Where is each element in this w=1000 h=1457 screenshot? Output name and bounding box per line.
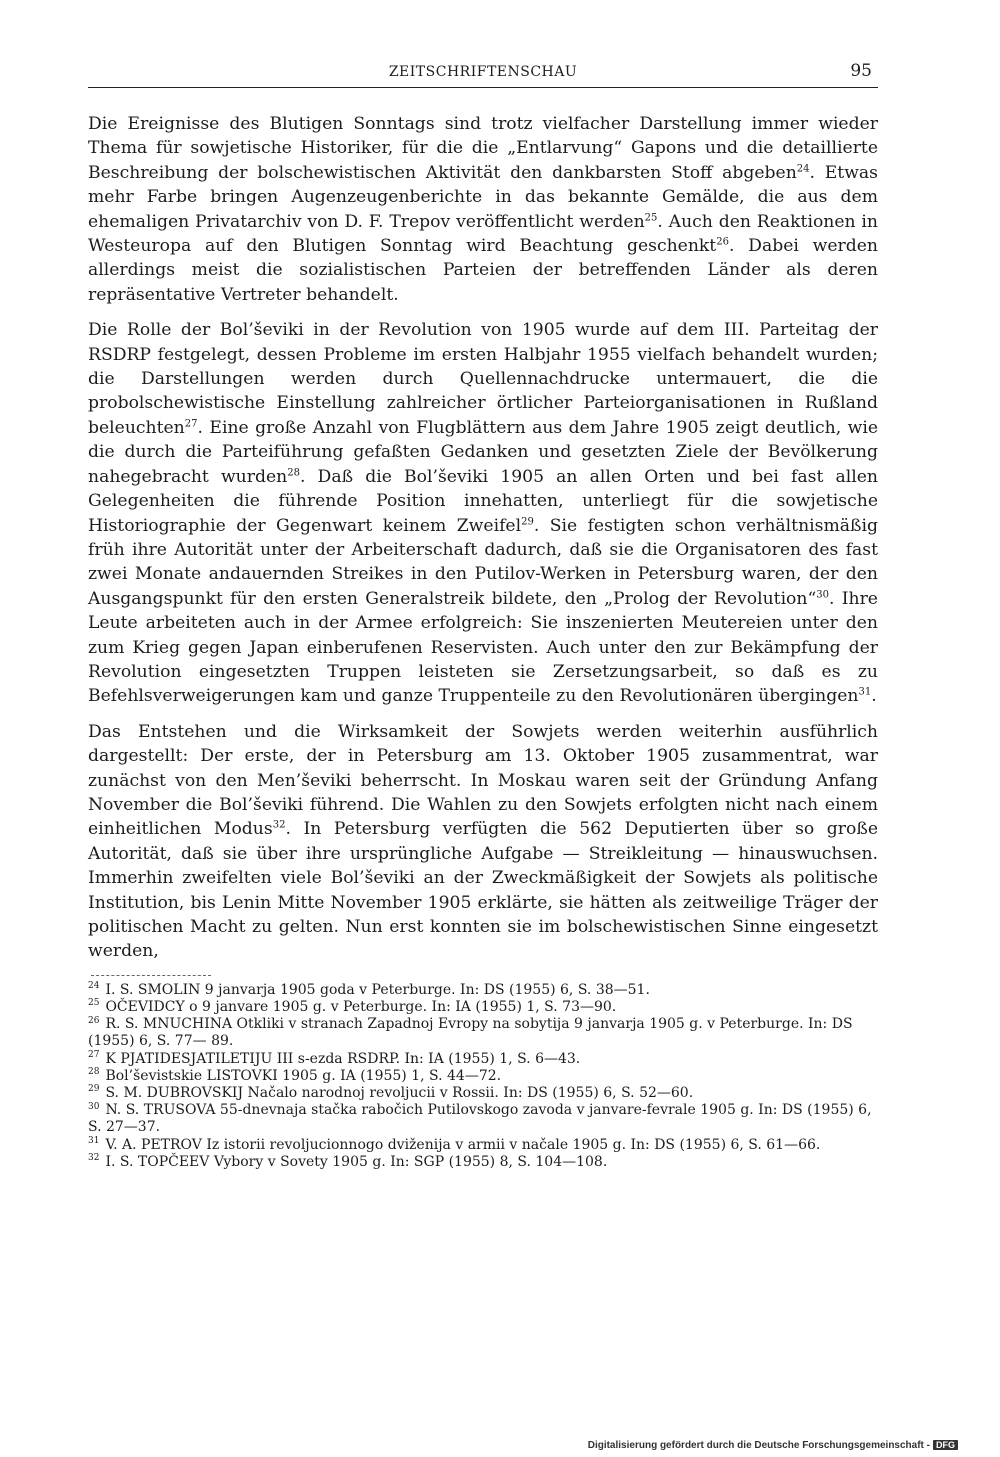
paragraph-text: . Ihre Leute arbeiteten auch in der Armee erfolgreich: Sie inszenierten Meutereien unter den zum Krieg gegen Japan einberufenen Reservisten. Auch unter den zur Bekämpfung der Revolution eingesetzten Truppen leisteten sie Zersetzungsarbeit, so daß es zu Befehlsverweigerungen kam und ganze Truppenteile zu den Revolutionären übergingen bbox=[88, 588, 878, 707]
paragraph-text: Die Ereignisse des Blutigen Sonntags sind trotz vielfacher Darstellung immer wieder Thema für sowjetische Historiker, für die die „Entlarvung“ Gapons und die detaillierte Beschreibung der bolschewistischen Aktivität den dankbarsten Stoff abgeben bbox=[88, 114, 878, 183]
footnote-text: N. S. TRUSOVA 55-dnevnaja stačka rabočich Putilovskogo zavoda v janvare-fevrale 1905 g. In: DS (1955) 6, S. 27—37. bbox=[88, 1102, 872, 1136]
paragraph-text: . Daß die Bol’ševiki 1905 an allen Orten und bei fast allen Gelegenheiten die führende Position innehatten, unterliegt für die sowjetische Historiographie der Gegenwart keinem Zweifel bbox=[88, 466, 878, 536]
footnote bbox=[88, 1016, 878, 1050]
body-paragraph bbox=[88, 720, 878, 964]
paragraph-text: Die Rolle der Bol’ševiki in der Revolution von 1905 wurde auf dem III. Parteitag der RSDRP festgelegt, dessen Probleme im ersten Halbjahr 1955 vielfach behandelt wurden; die Darstellungen werden durch Quellennachdrucke untermauert, die die probolschewistische Einstellung zahlreicher örtlicher Parteiorganisationen in Rußland beleuchten bbox=[88, 320, 878, 438]
paragraph-text: . In Petersburg verfügten die 562 Deputierten über so große Autorität, daß sie über ihre ursprüngliche Aufgabe — Streikleitung — hinauswuchsen. Immerhin zweifelten viele Bol’ševiki an der Zweckmäßigkeit der Sowjets als politische Institution, bis Lenin Mitte November 1905 erklärte, sie hätten als zeitweilige Träger der politischen Macht zu gelten. Nun erst konnten sie im bolschewistischen Sinne eingesetzt werden, bbox=[88, 819, 878, 962]
footnote-text: R. S. MNUCHINA Otkliki v stranach Zapadnoj Evropy na sobytija 9 janvarja 1905 g. v Peterburge. In: DS (1955) 6, S. 77— 89. bbox=[88, 1016, 853, 1050]
footnote bbox=[88, 999, 878, 1016]
header-rule bbox=[88, 87, 878, 88]
footnote-number: 26 bbox=[88, 1015, 100, 1026]
paragraph-text: Das Entstehen und die Wirksamkeit der Sowjets werden weiterhin ausführlich dargestellt: Der erste, der in Petersburg am 13. Oktober 1905 zusammentrat, war zunächst von den Men’ševiki beherrscht. In Moskau waren seit der Gründung Anfang November die Bol’ševiki führend. Die Wahlen zu den Sowjets erfolgten nicht nach einem einheitlichen Modus bbox=[88, 721, 878, 840]
running-header bbox=[88, 60, 878, 88]
footnote-text: I. S. TOPČEEV Vybory v Sovety 1905 g. In: SGP (1955) 8, S. 104—108. bbox=[105, 1153, 608, 1170]
footnote-marker[interactable]: 29 bbox=[521, 515, 534, 527]
paragraph-text: . Eine große Anzahl von Flugblättern aus dem Jahre 1905 zeigt deutlich, wie die durch die Parteiführung gefaßten Gedanken und gesetzten Ziele der Bevölkerung nahegebracht wurden bbox=[88, 417, 878, 487]
footnote-text: Bol’ševistskie LISTOVKI 1905 g. IA (1955) 1, S. 44—72. bbox=[105, 1067, 502, 1084]
body-paragraph bbox=[88, 318, 878, 709]
footnote bbox=[88, 1085, 878, 1102]
paragraph-text: . Auch den Reaktionen in Westeuropa auf den Blutigen Sonntag wird Beachtung geschenkt bbox=[88, 211, 879, 257]
paragraph-text: . Dabei werden allerdings meist die sozialistischen Parteien der betreffenden Länder als deren repräsentative Vertreter behandelt. bbox=[88, 236, 878, 305]
footnote-marker[interactable]: 26 bbox=[716, 236, 729, 248]
footnote-separator bbox=[91, 975, 211, 976]
footnote-number: 28 bbox=[88, 1067, 100, 1078]
paragraph-list bbox=[88, 112, 878, 964]
dfg-logo: DFG bbox=[933, 1440, 958, 1450]
footnote-marker[interactable]: 30 bbox=[816, 588, 829, 600]
footnote-marker[interactable]: 32 bbox=[272, 819, 286, 831]
body-paragraph bbox=[88, 112, 878, 307]
footnote-text: V. A. PETROV Iz istorii revoljucionnogo dviženija v armii v načale 1905 g. In: DS (1955) 6, S. 61—66. bbox=[105, 1136, 821, 1153]
footnote-marker[interactable]: 24 bbox=[796, 163, 810, 175]
footnote-text: I. S. SMOLIN 9 janvarja 1905 goda v Peterburge. In: DS (1955) 6, S. 38—51. bbox=[105, 981, 650, 998]
paragraph-text: . Sie festigten schon verhältnismäßig früh ihre Autorität unter der Arbeiterschaft dadurch, daß sie die Organisatoren des fast zwei Monate andauernden Streikes in den Putilov-Werken in Petersburg waren, der den Ausgangspunkt für den ersten Generalstreik bildete, den „Prolog der Revolution“ bbox=[88, 515, 878, 609]
footnote-number: 32 bbox=[88, 1153, 100, 1164]
footnote-text: OČEVIDCY o 9 janvare 1905 g. v Peterburge. In: IA (1955) 1, S. 73—90. bbox=[105, 999, 617, 1016]
footnote-text: K PJATIDESJATILETIJU III s-ezda RSDRP. In: IA (1955) 1, S. 6—43. bbox=[105, 1050, 581, 1067]
footnote bbox=[88, 982, 878, 999]
footnote bbox=[88, 1068, 878, 1085]
footnote-marker[interactable]: 28 bbox=[287, 466, 300, 478]
footnote bbox=[88, 1102, 878, 1136]
footnote-number: 24 bbox=[88, 981, 100, 992]
footnote-number: 25 bbox=[88, 998, 100, 1009]
footnote-number: 27 bbox=[88, 1049, 100, 1060]
article-body bbox=[88, 112, 878, 1171]
footnote-text: S. M. DUBROVSKIJ Načalo narodnoj revoljucii v Rossii. In: DS (1955) 6, S. 52—60. bbox=[105, 1085, 694, 1102]
digitization-credit bbox=[588, 1440, 958, 1451]
footnote bbox=[88, 1051, 878, 1068]
page-number: 95 bbox=[850, 61, 872, 81]
paragraph-text: . bbox=[871, 686, 877, 707]
footnote-list bbox=[88, 982, 878, 1171]
footnote-marker[interactable]: 25 bbox=[644, 211, 658, 223]
footnote bbox=[88, 1137, 878, 1154]
credit-text: Digitalisierung gefördert durch die Deutsche Forschungsgemeinschaft - bbox=[587, 1440, 930, 1451]
footnote bbox=[88, 1154, 878, 1171]
footnote-number: 29 bbox=[88, 1084, 100, 1095]
footnote-number: 31 bbox=[88, 1135, 100, 1146]
footnote-marker[interactable]: 27 bbox=[184, 418, 198, 430]
paragraph-text: . Etwas mehr Farbe bringen Augenzeugenberichte in das bekannte Gemälde, die aus dem ehemaligen Privatarchiv von D. F. Trepov veröffentlicht werden bbox=[88, 162, 878, 232]
journal-section-title: ZEITSCHRIFTENSCHAU bbox=[388, 64, 578, 80]
footnote-marker[interactable]: 31 bbox=[858, 686, 872, 698]
footnote-number: 30 bbox=[88, 1101, 100, 1112]
